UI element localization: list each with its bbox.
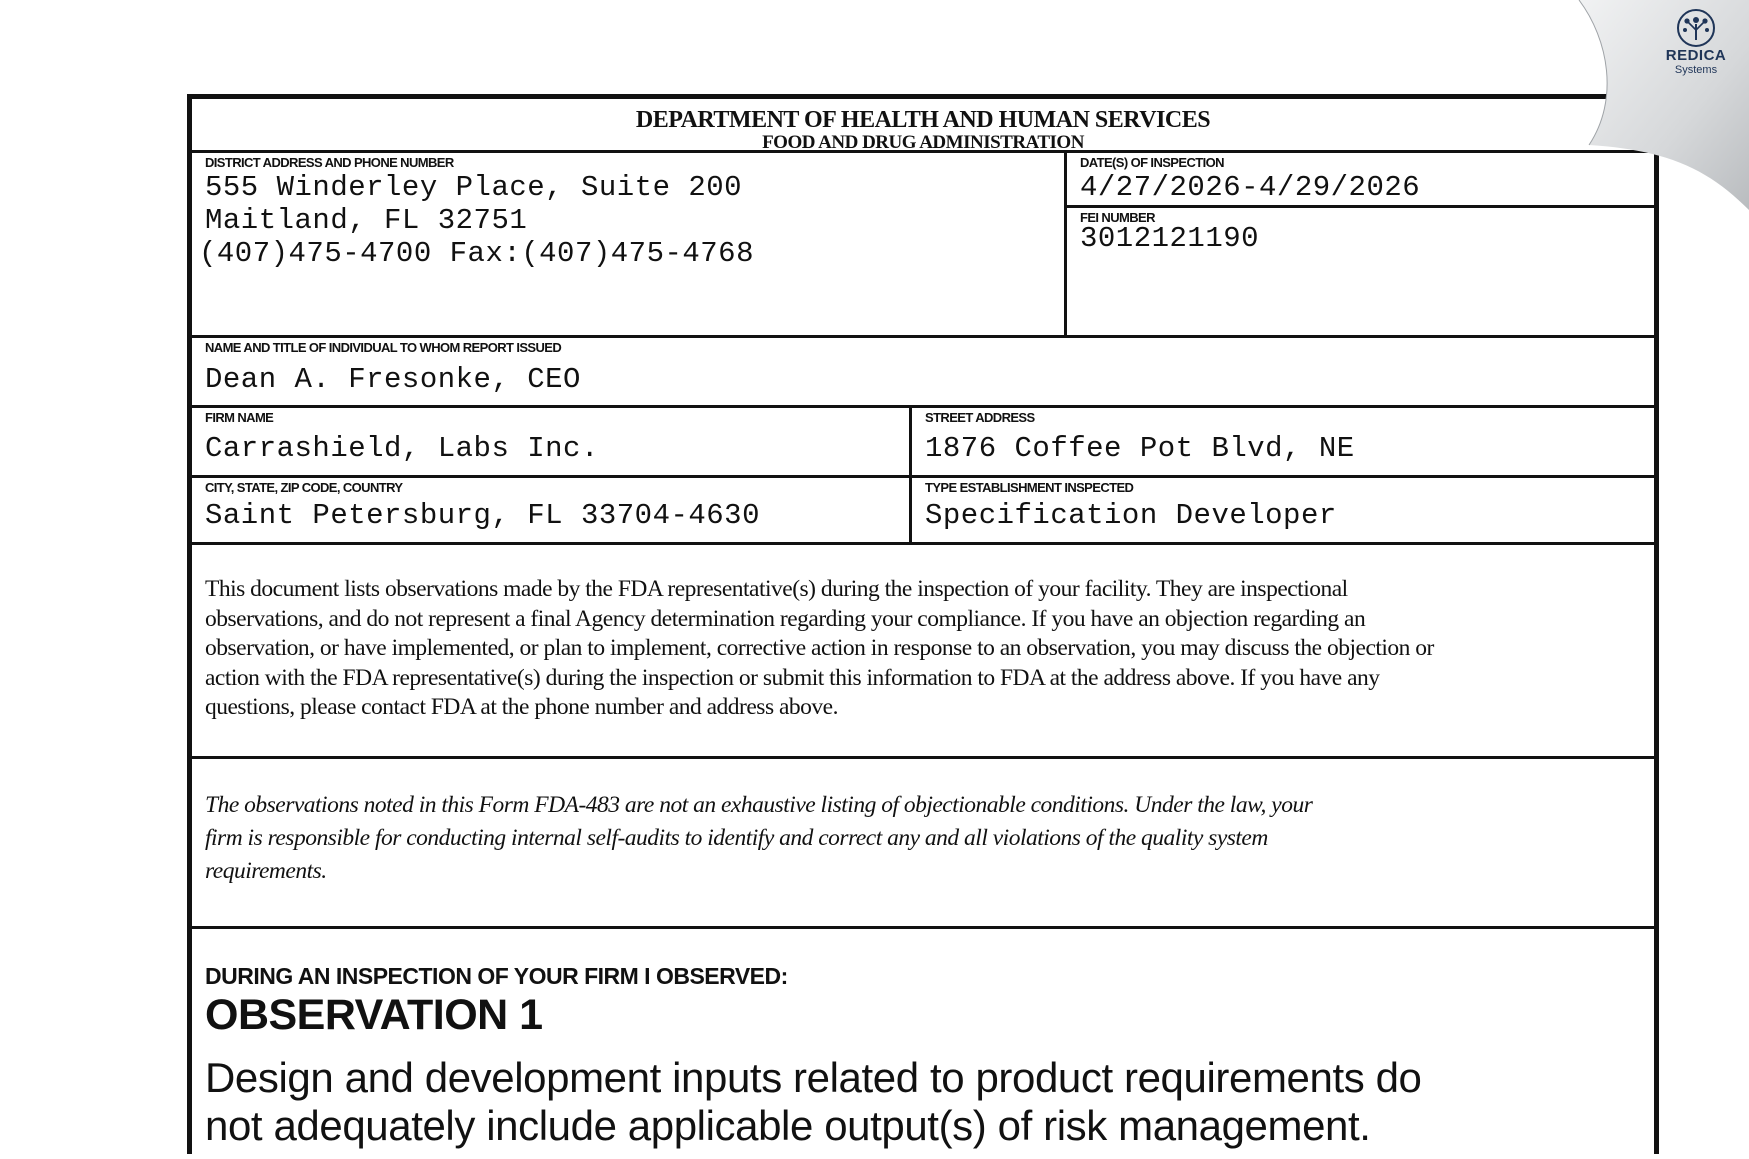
page-curl [1549,0,1749,210]
agency-title: FOOD AND DRUG ADMINISTRATION [762,132,1084,153]
firm-cell [192,408,912,475]
city-row [192,478,1654,545]
firm-row [192,408,1654,478]
disclaimer-line: firm is responsible for conducting internal self-audits to identify and correct any and all violations of the quality system [205,825,1268,851]
firm-name: Carrashield, Labs Inc. [205,432,599,465]
badge-text [1651,48,1741,76]
redica-badge[interactable] [1549,0,1749,210]
notice-row [192,545,1654,759]
street-address: 1876 Coffee Pot Blvd, NE [925,432,1355,465]
notice-line: observations, and do not represent a final Agency determination regarding your compliance. If you have an objection regarding an [205,605,1366,632]
observation-title: OBSERVATION 1 [205,991,543,1039]
fda-483-form [187,94,1659,1154]
individual-label: NAME AND TITLE OF INDIVIDUAL TO WHOM REPORT ISSUED [205,340,562,355]
city-cell [192,478,912,542]
disclaimer-row [192,759,1654,929]
establishment-label: TYPE ESTABLISHMENT INSPECTED [925,480,1134,495]
city-state-zip: Saint Petersburg, FL 33704-4630 [205,499,760,532]
badge-sub: Systems [1674,64,1718,76]
district-row [192,153,1654,338]
district-address-line1: 555 Winderley Place, Suite 200 [205,171,743,204]
fei-cell [1067,208,1654,335]
form-header [192,99,1654,153]
fei-number: 3012121190 [1080,222,1260,255]
observations-section [192,929,1654,1159]
disclaimer-paragraph [205,789,1634,888]
inspection-dates: 4/27/2026-4/29/2026 [1080,171,1421,204]
street-label: STREET ADDRESS [925,410,1035,425]
district-address-line2: Maitland, FL 32751 [205,204,528,237]
establishment-type: Specification Developer [925,499,1337,532]
disclaimer-line: requirements. [205,858,327,884]
observation-line: Design and development inputs related to product requirements do [205,1054,1422,1101]
individual-row [192,338,1654,408]
notice-line: This document lists observations made by the FDA representative(s) during the inspection of your facility. They are inspectional [205,576,1348,602]
notice-line: observation, or have implemented, or plan to implement, corrective action in response to an observation, you may discuss the objection or [205,635,1434,662]
tree-network-icon [1676,8,1716,48]
notice-paragraph [205,575,1634,723]
city-label: CITY, STATE, ZIP CODE, COUNTRY [205,480,403,495]
department-title: DEPARTMENT OF HEALTH AND HUMAN SERVICES [635,107,1211,133]
observation-line: not adequately include applicable output(s) of risk management. [205,1102,1371,1149]
firm-label: FIRM NAME [205,410,274,425]
dates-label: DATE(S) OF INSPECTION [1080,155,1224,170]
observation-text [205,1054,1625,1150]
individual-name: Dean A. Fresonke, CEO [205,363,581,396]
notice-line: action with the FDA representative(s) during the inspection or submit this information to FDA at the address above. If you have any [205,664,1380,691]
fei-label: FEI NUMBER [1080,210,1155,225]
observations-intro: DURING AN INSPECTION OF YOUR FIRM I OBSERVED: [205,963,788,989]
district-cell [192,153,1067,335]
street-cell [912,408,1654,475]
notice-line: questions, please contact FDA at the phone number and address above. [205,694,838,721]
district-phone: (407)475-4700 Fax:(407)475-4768 [199,237,754,270]
establishment-cell [912,478,1654,542]
badge-brand: REDICA [1665,47,1727,64]
district-label: DISTRICT ADDRESS AND PHONE NUMBER [205,155,454,170]
disclaimer-line: The observations noted in this Form FDA-483 are not an exhaustive listing of objectionable conditions. Under the law, your [205,792,1313,818]
